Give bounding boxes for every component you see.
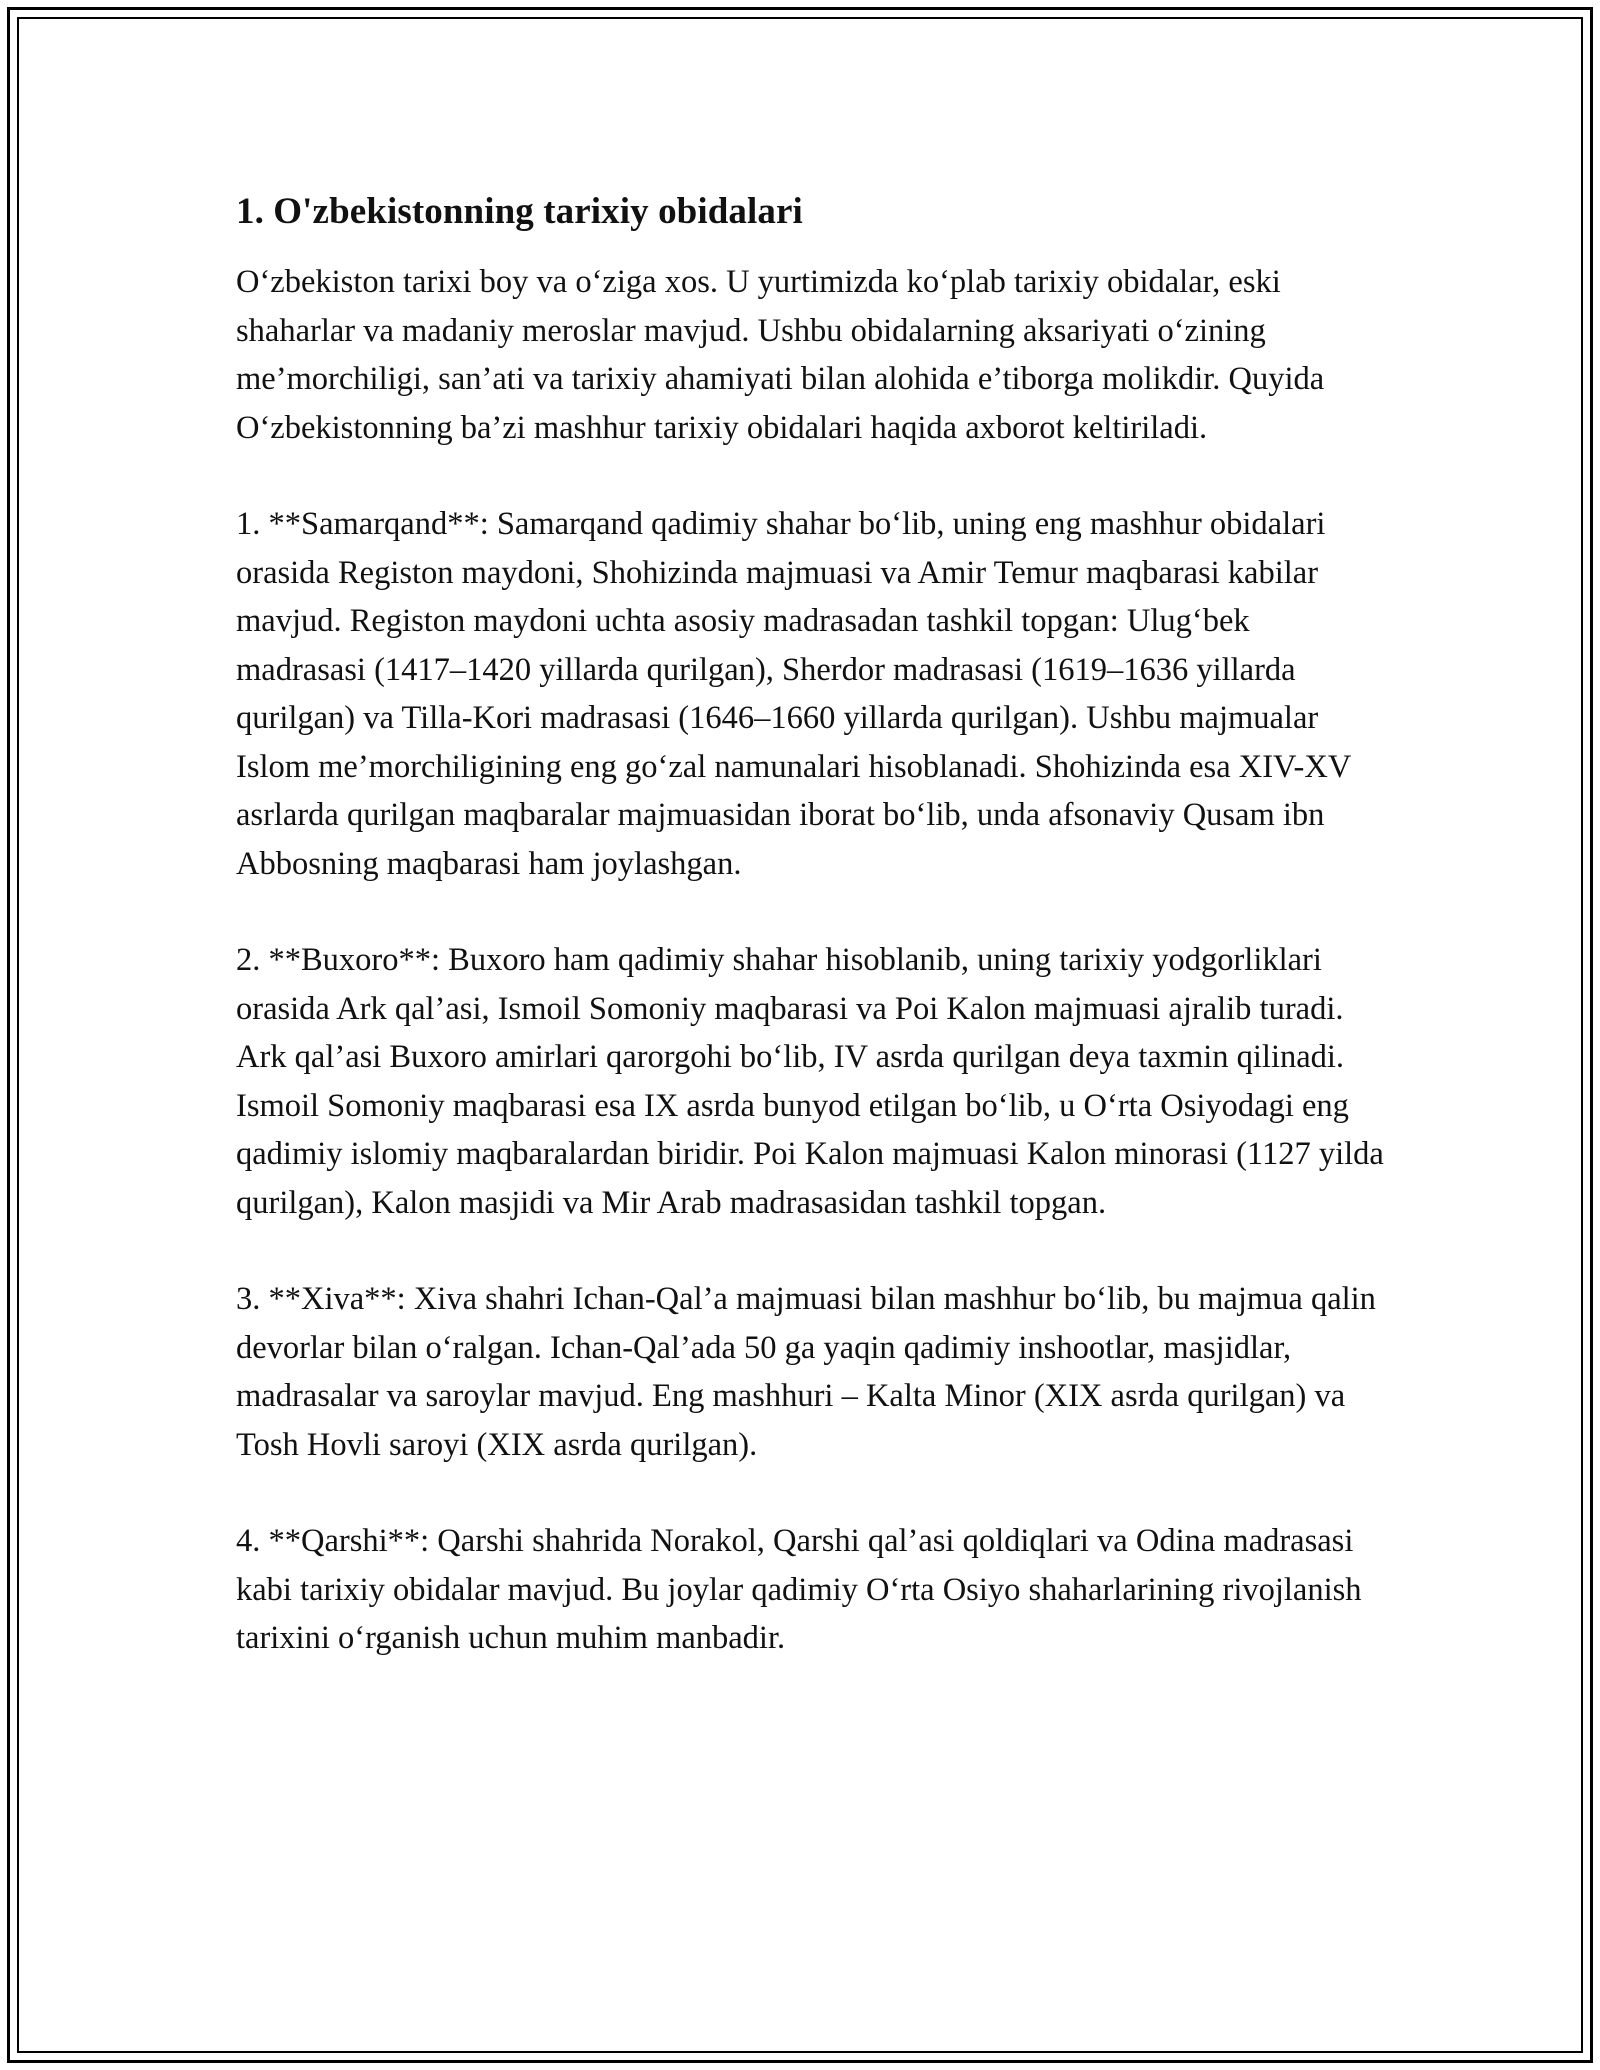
samarqand-paragraph: 1. **Samarqand**: Samarqand qadimiy shahar bo‘lib, uning eng mashhur obidalari orasida Registon maydoni, Shohizinda majmuasi va Amir Temur maqbarasi kabilar mavjud. Registon maydoni uchta asosiy madrasadan tashkil topgan: Ulug‘bek madrasasi (1417–1420 yillarda qurilgan), Sherdor madrasasi (1619–1636 yillarda qurilgan) va Tilla-Kori madrasasi (1646–1660 yillarda qurilgan). Ushbu majmualar Islom me’morchiligining eng go‘zal namunalari hisoblanadi. Shohizinda esa XIV-XV asrlarda qurilgan maqbaralar majmuasidan iborat bo‘lib, unda afsonaviy Qusam ibn Abbosning maqbarasi ham joylashgan. (236, 506, 1351, 882)
document-title: 1. O'zbekistonning tarixiy obidalari (236, 191, 803, 232)
intro-paragraph: O‘zbekiston tarixi boy va o‘ziga xos. U yurtimizda ko‘plab tarixiy obidalar, eski shaharlar va madaniy meroslar mavjud. Ushbu obidalarning aksariyati o‘zining me’morchiligi, san’ati va tarixiy ahamiyati bilan alohida e’tiborga molikdir. Quyida O‘zbekistonning ba’zi mashhur tarixiy obidalari haqida axborot keltiriladi. (236, 264, 1325, 446)
buxoro-paragraph: 2. **Buxoro**: Buxoro ham qadimiy shahar hisoblanib, uning tarixiy yodgorliklari orasida Ark qal’asi, Ismoil Somoniy maqbarasi va Poi Kalon majmuasi ajralib turadi. Ark qal’asi Buxoro amirlari qarorgohi bo‘lib, IV asrda qurilgan deya taxmin qilinadi. Ismoil Somoniy maqbarasi esa IX asrda bunyod etilgan bo‘lib, u O‘rta Osiyodagi eng qadimiy islomiy maqbaralardan biridir. Poi Kalon majmuasi Kalon minorasi (1127 yilda qurilgan), Kalon masjidi va Mir Arab madrasasidan tashkil topgan. (236, 942, 1384, 1221)
xiva-paragraph: 3. **Xiva**: Xiva shahri Ichan-Qal’a majmuasi bilan mashhur bo‘lib, bu majmua qalin devorlar bilan o‘ralgan. Ichan-Qal’ada 50 ga yaqin qadimiy inshootlar, masjidlar, madrasalar va saroylar mavjud. Eng mashhuri – Kalta Minor (XIX asrda qurilgan) va Tosh Hovli saroyi (XIX asrda qurilgan). (236, 1281, 1376, 1463)
qarshi-paragraph: 4. **Qarshi**: Qarshi shahrida Norakol, Qarshi qal’asi qoldiqlari va Odina madrasasi kabi tarixiy obidalar mavjud. Bu joylar qadimiy O‘rta Osiyo shaharlarining rivojlanish tarixini o‘rganish uchun muhim manbadir. (236, 1523, 1362, 1656)
document-body (236, 188, 1386, 1711)
